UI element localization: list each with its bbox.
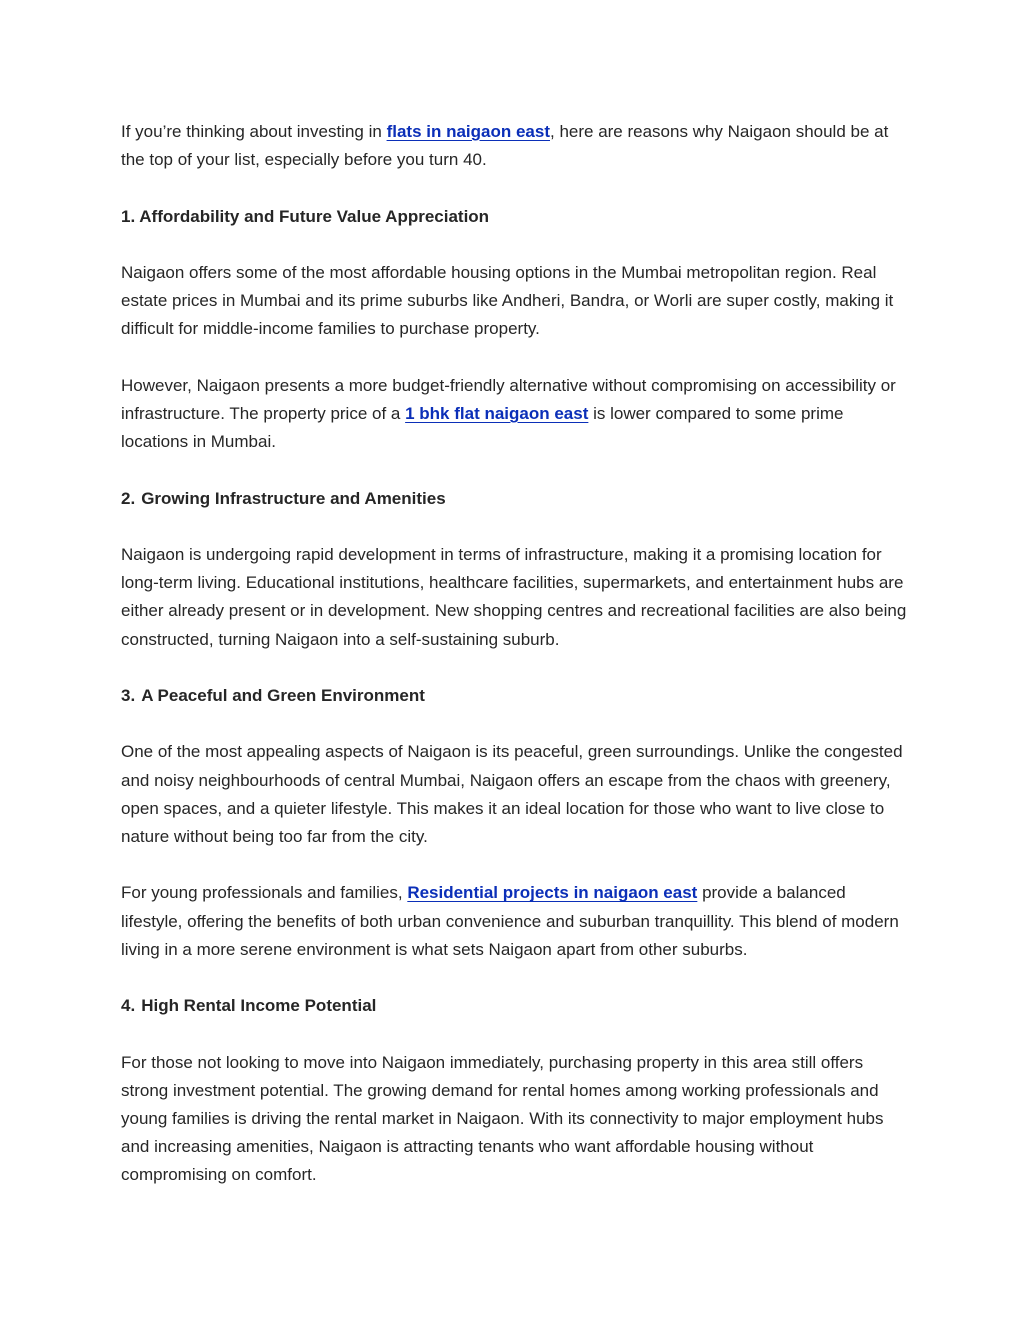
section-2-number: 2. <box>121 488 136 508</box>
section-4-paragraph-1: For those not looking to move into Naigaon immediately, purchasing property in this area still offers strong investment potential. The growing demand for rental homes among working professionals and young families is driving the rental market in Naigaon. With its connectivity to major employment hubs and increasing amenities, Naigaon is attracting tenants who want affordable housing without compromising on comfort. <box>121 1052 884 1185</box>
document-page <box>121 118 911 1218</box>
section-1-paragraph-1: Naigaon offers some of the most affordable housing options in the Mumbai metropolitan region. Real estate prices in Mumbai and its prime suburbs like Andheri, Bandra, or Worli are super costly, making it difficult for middle-income families to purchase property. <box>121 262 894 339</box>
residential-projects-link[interactable]: Residential projects in naigaon east <box>407 883 698 903</box>
section-3-number: 3. <box>121 685 136 705</box>
section-1-heading: 1. Affordability and Future Value Appreciation <box>121 206 490 226</box>
section-4-heading <box>121 992 911 1020</box>
section-1-paragraph-2 <box>121 372 911 457</box>
intro-text-before: If you’re thinking about investing in <box>121 122 387 141</box>
section-3-paragraph-2 <box>121 879 911 964</box>
section-1-text-after: is lower compared to some prime locations in Mumbai. <box>121 403 844 452</box>
1-bhk-flat-naigaon-east-link[interactable]: 1 bhk flat naigaon east <box>405 403 589 423</box>
section-2-heading <box>121 485 911 513</box>
intro-text-after: , here are reasons why Naigaon should be at the top of your list, especially before you turn 40. <box>121 122 889 170</box>
section-3-title: A Peaceful and Green Environment <box>141 685 425 705</box>
section-3-heading <box>121 682 911 710</box>
section-3-paragraph-1: One of the most appealing aspects of Naigaon is its peaceful, green surroundings. Unlike the congested and noisy neighbourhoods of central Mumbai, Naigaon offers an escape from the chaos with greenery, open spaces, and a quieter lifestyle. This makes it an ideal location for those who want to live close to nature without being too far from the city. <box>121 742 903 846</box>
section-2-paragraph-1: Naigaon is undergoing rapid development in terms of infrastructure, making it a promising location for long-term living. Educational institutions, healthcare facilities, supermarkets, and entertainment hubs are either already present or in development. New shopping centres and recreational facilities are also being constructed, turning Naigaon into a self-sustaining suburb. <box>121 544 907 649</box>
section-3-text-after: provide a balanced lifestyle, offering the benefits of both urban convenience and suburban tranquillity. This blend of modern living in a more serene environment is what sets Naigaon apart from other suburbs. <box>121 883 899 959</box>
section-4-number: 4. <box>121 996 136 1016</box>
intro-paragraph <box>121 118 911 174</box>
section-3-text-before: For young professionals and families, <box>121 883 408 903</box>
section-4-title: High Rental Income Potential <box>141 996 377 1016</box>
section-2-title: Growing Infrastructure and Amenities <box>141 488 446 508</box>
flats-in-naigaon-east-link[interactable]: flats in naigaon east <box>386 122 550 141</box>
section-1-text-before: However, Naigaon presents a more budget-friendly alternative without compromising on accessibility or infrastructure. The property price of a <box>121 375 896 423</box>
